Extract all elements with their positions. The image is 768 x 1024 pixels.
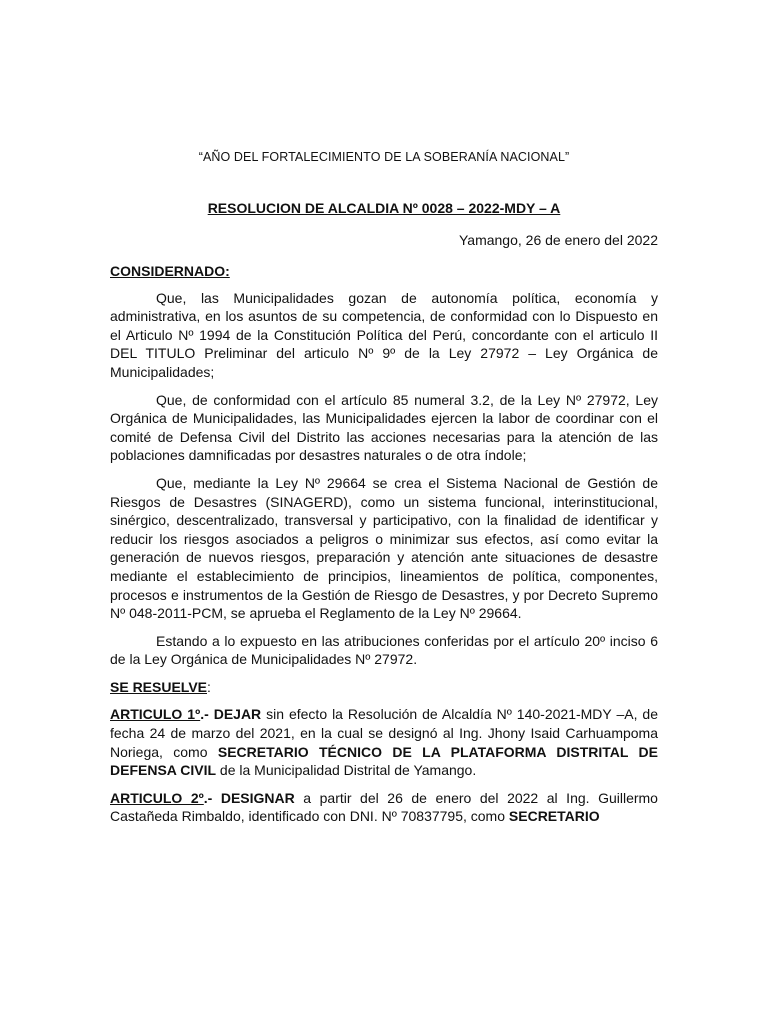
considerando-heading: CONSIDERNADO: [110,263,230,279]
resolution-body [110,262,658,835]
articulo-2-label: ARTICULO 2º [110,789,204,806]
paragraph-4: Estando a lo expuesto en las atribuciones conferidas por el artículo 20º inciso 6 de la Ley Orgánica de Municipalidades Nº 27972. [110,632,658,668]
articulo-2-text-a: a partir del 26 de enero del 2022 al Ing. Guillermo Castañeda Rimbaldo, identificado con DNI. Nº 70837795, como [110,789,658,825]
articulo-1-text-a: sin efecto la Resolución de Alcaldía Nº 140-2021-MDY –A, de fecha 24 de marzo del 2021, en la cual se designó al Ing. Jhony Isaid Carhuampoma Noriega, como [110,706,658,760]
date-line: Yamango, 26 de enero del 2022 [458,232,658,248]
year-motto: “AÑO DEL FORTALECIMIENTO DE LA SOBERANÍA NACIONAL” [198,150,570,164]
articulo-1-label: ARTICULO 1º [110,706,201,723]
articulo-2 [110,789,658,826]
articulo-1 [110,705,658,779]
articulo-2-verb: DESIGNAR [220,789,295,806]
paragraph-1: Que, las Municipalidades gozan de autonomía política, economía y administrativa, en los asuntos de su competencia, de conformidad con lo Dispuesto en el Articulo Nº 1994 de la Constitución Política del Perú, concordante con el articulo II DEL TITULO Preliminar del articulo Nº 9º de la Ley 27972 – Ley Orgánica de Municipalidades; [110,289,658,380]
articulo-2-bold: SECRETARIO [508,808,600,825]
resuelve-colon: : [207,678,211,695]
paragraph-2: Que, de conformidad con el artículo 85 numeral 3.2, de la Ley Nº 27972, Ley Orgánica de Municipalidades, las Municipalidades ejercen la labor de coordinar con el comité de Defensa Civil del Distrito las acciones necesarias para la atención de las poblaciones damnificadas por desastres naturales o de otra índole; [110,391,658,464]
resuelve-heading-line [110,678,658,697]
articulo-1-verb: DEJAR [213,706,262,723]
paragraph-3: Que, mediante la Ley Nº 29664 se crea el Sistema Nacional de Gestión de Riesgos de Desastres (SINAGERD), como un sistema funcional, interinstitucional, sinérgico, descentralizado, transversal y participativo, con la finalidad de identificar y reducir los riesgos asociados a peligros o minimizar sus efectos, así como evitar la generación de nuevos riesgos, preparación y atención ante situaciones de desastre mediante el establecimiento de principios, lineamientos de política, componentes, procesos e instrumentos de la Gestión de Riesgo de Desastres, y por Decreto Supremo Nº 048-2011-PCM, se aprueba el Reglamento de la Ley Nº 29664. [110,474,658,622]
resuelve-heading: SE RESUELVE [110,678,207,695]
articulo-1-text-c: de la Municipalidad Distrital de Yamango. [216,762,477,779]
articulo-1-sep: .- [200,706,214,723]
articulo-2-sep: .- [203,789,221,806]
articulo-1-bold: SECRETARIO TÉCNICO DE LA PLATAFORMA DISTRITAL DE DEFENSA CIVIL [110,743,658,779]
resolution-title: RESOLUCION DE ALCALDIA Nº 0028 – 2022-MDY – A [207,200,561,216]
